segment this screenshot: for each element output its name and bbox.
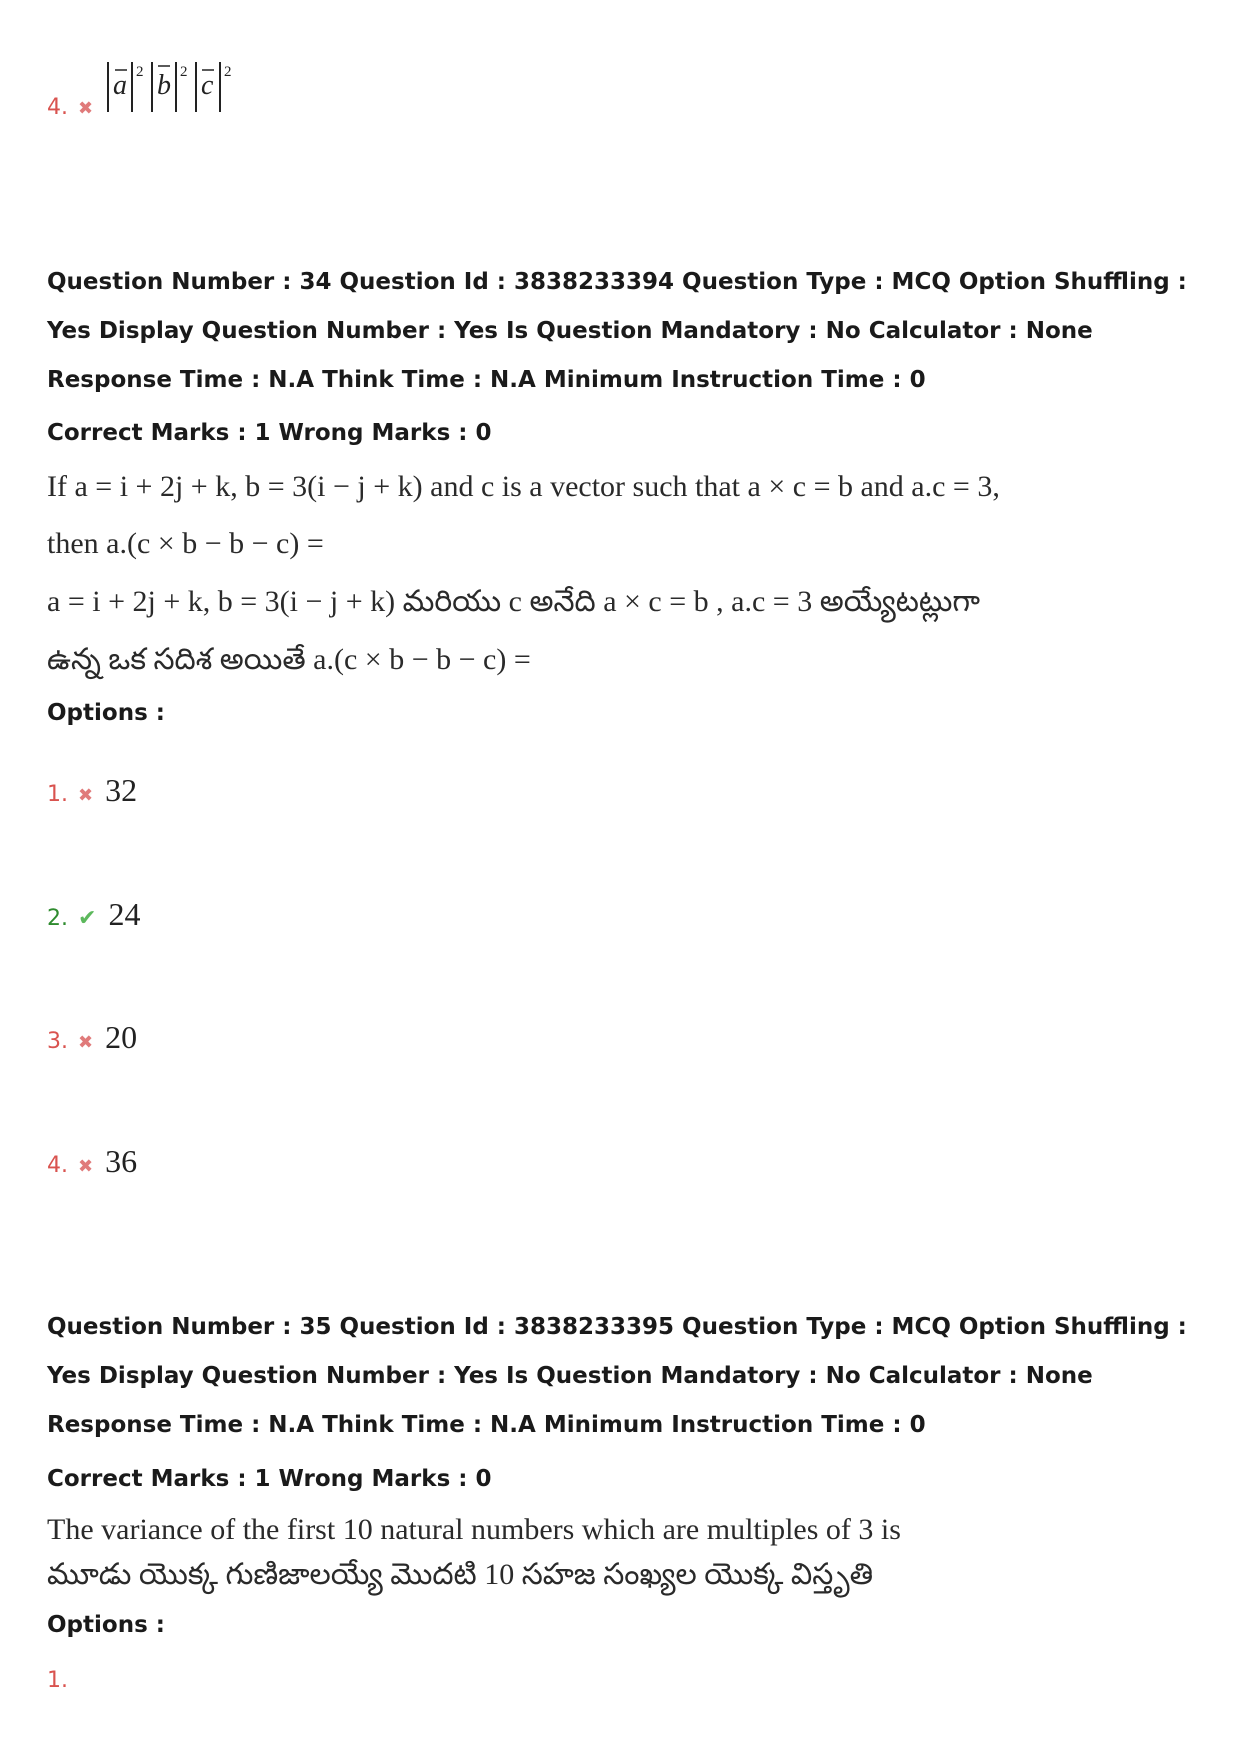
q34-marks: Correct Marks : 1 Wrong Marks : 0: [47, 420, 492, 446]
q34-text-english-line2: then a.(c × b − b − c) =: [47, 527, 324, 560]
svg-text:2: 2: [136, 64, 144, 80]
q34-option-2: [47, 896, 140, 933]
q34-text-english-line1: If a = i + 2j + k, b = 3(i − j + k) and c is a vector such that a × c = b and a.c = 3,: [47, 470, 1000, 503]
q34-meta: Question Number : 34 Question Id : 3838233394 Question Type : MCQ Option Shuffling : Yes Display Question Number : Yes Is Question Mandatory : No Calculator : None Response Time : N.A Think Time : N.A Minimum Instruction Time : 0: [47, 269, 1187, 393]
q35-meta: Question Number : 35 Question Id : 3838233395 Question Type : MCQ Option Shuffling : Yes Display Question Number : Yes Is Question Mandatory : No Calculator : None Response Time : N.A Think Time : N.A Minimum Instruction Time : 0: [47, 1314, 1187, 1438]
option-value: 24: [108, 896, 141, 932]
q35-option-1: [47, 1668, 68, 1693]
q34-option-4: [47, 1143, 137, 1180]
q34-options-label: Options :: [47, 700, 165, 726]
q34-option-3: [47, 1019, 137, 1056]
q34-text-telugu-line2: ఉన్న ఒక సదిశ అయితే a.(c × b − b − c) =: [47, 643, 531, 676]
svg-text:2: 2: [180, 64, 188, 80]
svg-text:2: 2: [224, 64, 232, 80]
option-number: 4.: [47, 1153, 68, 1178]
q35-options-label: Options :: [47, 1612, 165, 1638]
cross-icon: ✖: [78, 98, 94, 119]
q34-option-1: [47, 772, 137, 809]
option-number: 1.: [47, 782, 68, 807]
q35-text-telugu: మూడు యొక్క గుణిజాలయ్యే మొదటి 10 సహజ సంఖ్యల యొక్క విస్తృతి: [47, 1558, 874, 1591]
option-number: 2.: [47, 906, 68, 931]
option-number: 3.: [47, 1029, 68, 1054]
svg-text:a: a: [113, 70, 127, 101]
q34-text-telugu-line1: a = i + 2j + k, b = 3(i − j + k) మరియు c అనేది a × c = b , a.c = 3 అయ్యేటట్లుగా: [47, 585, 981, 618]
q35-text-english: The variance of the first 10 natural numbers which are multiples of 3 is: [47, 1513, 901, 1546]
prev-option-4: [47, 95, 105, 120]
q35-marks: Correct Marks : 1 Wrong Marks : 0: [47, 1466, 492, 1492]
option-number: 1.: [47, 1668, 68, 1693]
option-value: 36: [105, 1143, 138, 1179]
cross-icon: ✖: [78, 1032, 94, 1053]
cross-icon: ✖: [78, 1156, 94, 1177]
cross-icon: ✖: [78, 785, 94, 806]
option-number: 4.: [47, 95, 68, 120]
checkmark-icon: ✔: [78, 906, 97, 931]
svg-text:b: b: [157, 70, 171, 101]
option-value: 20: [105, 1019, 138, 1055]
magnitude-formula: [100, 52, 260, 122]
svg-text:c: c: [201, 70, 214, 101]
option-value: 32: [105, 772, 138, 808]
